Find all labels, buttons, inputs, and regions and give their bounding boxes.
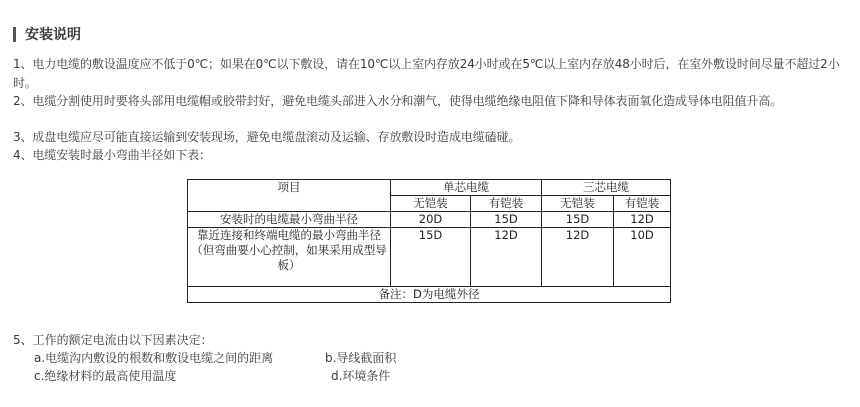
factor-d: d.环境条件	[331, 369, 391, 383]
factor-c: c.绝缘材料的最高使用温度	[34, 369, 177, 383]
cell-value: 12D	[542, 228, 614, 287]
table-note: 备注：D为电缆外径	[188, 287, 671, 303]
cell-value: 20D	[391, 212, 471, 228]
row-label: 安装时的电缆最小弯曲半径	[188, 212, 391, 228]
cell-value: 15D	[471, 212, 542, 228]
section-heading	[13, 24, 81, 44]
header-single-armored: 有铠装	[471, 196, 542, 212]
table-row	[188, 212, 671, 228]
cell-value: 10D	[614, 228, 671, 287]
header-three-unarmored: 无铠装	[542, 196, 614, 212]
cell-value: 15D	[542, 212, 614, 228]
header-three-core: 三芯电缆	[542, 180, 671, 196]
row-label: 靠近连接和终端电缆的最小弯曲半径（但弯曲要小心控制，如果采用成型导板）	[188, 228, 391, 287]
header-single-core: 单芯电缆	[391, 180, 542, 196]
bend-radius-table-wrap	[187, 179, 671, 303]
factor-b: b.导线截面积	[325, 351, 397, 365]
cell-value: 15D	[391, 228, 471, 287]
heading-text: 安装说明	[25, 27, 81, 43]
paragraph-2: 2、电缆分割使用时要将头部用电缆帽或胶带封好，避免电缆头部进入水分和潮气，使得电缆绝缘电阻值下降和导体表面氧化造成导体电阻值升高。	[13, 94, 783, 108]
section-5-title: 5、工作的额定电流由以下因素决定：	[13, 333, 213, 347]
cell-value: 12D	[471, 228, 542, 287]
header-single-unarmored: 无铠装	[391, 196, 471, 212]
table-note-row	[188, 287, 671, 303]
heading-bar	[13, 27, 16, 42]
paragraph-3: 3、成盘电缆应尽可能直接运输到安装现场，避免电缆盘滚动及运输、存放敷设时造成电缆磕碰。	[13, 130, 521, 144]
factor-a: a.电缆沟内敷设的根数和敷设电缆之间的距离	[34, 351, 274, 365]
cell-value: 12D	[614, 212, 671, 228]
table-row	[188, 228, 671, 287]
paragraph-4: 4、电缆安装时最小弯曲半径如下表：	[13, 148, 211, 162]
paragraph-1: 1、电力电缆的敷设温度应不低于0℃；如果在0℃以下敷设，请在10℃以上室内存放24小时或在5℃以上室内存放48小时后，在室外敷设时间尽量不超过2小时。	[13, 57, 840, 90]
header-item: 项目	[188, 180, 391, 212]
bend-radius-table	[187, 179, 671, 303]
header-three-armored: 有铠装	[614, 196, 671, 212]
